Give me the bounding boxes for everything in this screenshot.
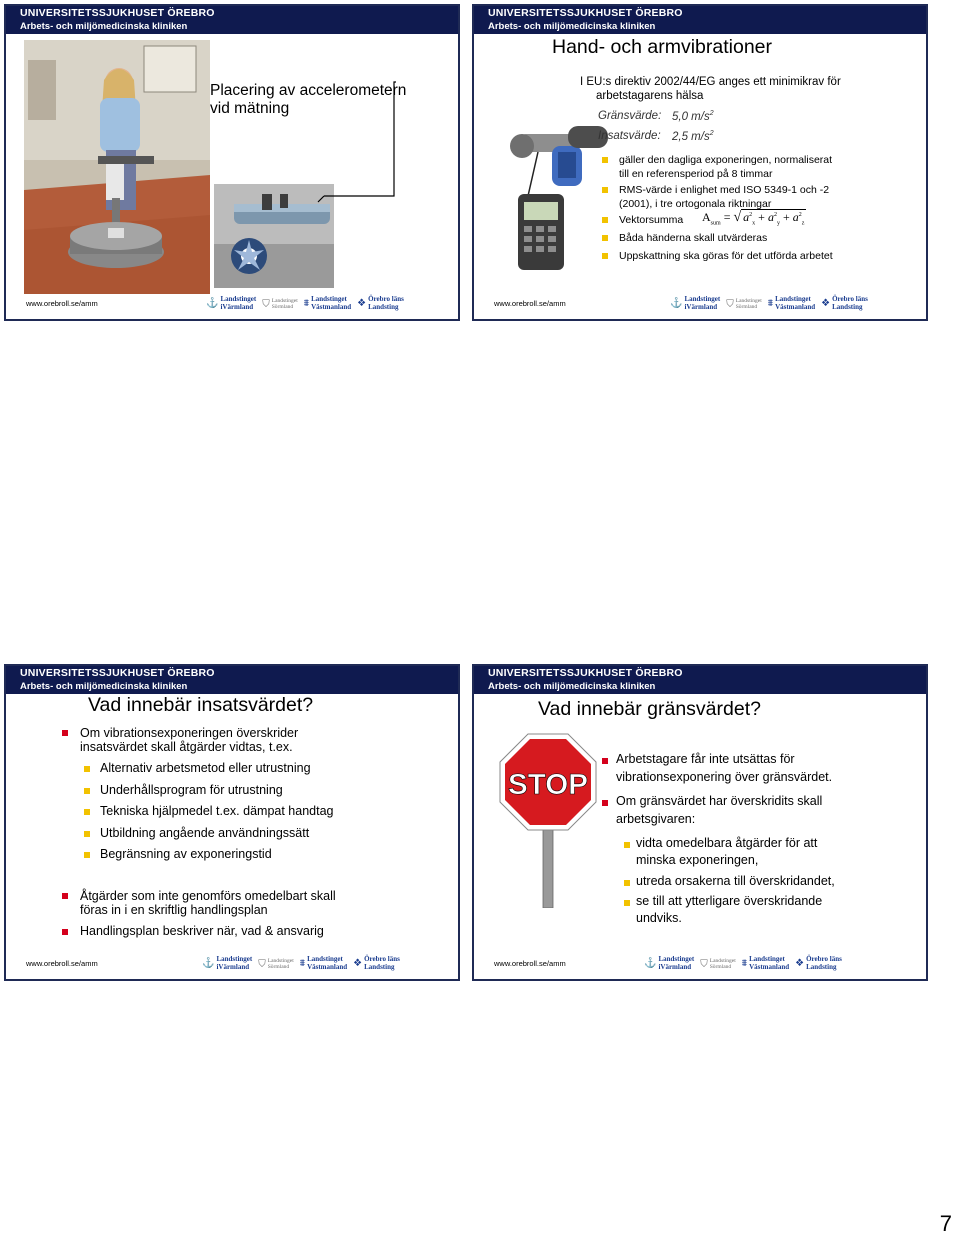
sqrt-icon: √ — [733, 210, 742, 225]
logo-orebro: ❖ Örebro läns Landsting — [795, 955, 842, 971]
slide-header — [6, 666, 458, 694]
action-value: 2,5 $m/s^2$ — [672, 130, 714, 143]
slide-header — [474, 666, 926, 694]
slide-accelerometer — [4, 4, 460, 321]
bullet-text: Vektorsumma — [619, 214, 684, 226]
limit-label: Gränsvärde: — [598, 110, 662, 122]
bullet-text: Uppskattning ska göras för det utförda arbetet — [619, 250, 833, 262]
bullet-text: till en referensperiod på 8 timmar — [619, 168, 773, 180]
bullet-square — [84, 852, 90, 858]
photo-floor-machine — [24, 40, 210, 294]
bullet-text: (2001), i tre ortogonala riktningar — [619, 198, 772, 210]
logo-vastmanland: ⩩ Landstinget Västmanland — [303, 295, 352, 311]
slide-hand-arm-vibration — [472, 4, 928, 321]
logo-orebro: ❖ Örebro läns Landsting — [821, 295, 868, 311]
lead-line-1: Om vibrationsexponeringen överskrider — [80, 726, 299, 740]
bullet-square — [62, 893, 68, 899]
header-clinic: Arbets- och miljömedicinska kliniken — [488, 21, 656, 32]
logo-varmland: ⚓ Landstinget iVärmland — [670, 295, 721, 311]
stop-sign-icon — [498, 732, 598, 908]
arches-icon: ⩩ — [303, 297, 310, 309]
bullet-square — [624, 842, 630, 848]
sub3-line-2: undviks. — [636, 911, 682, 925]
logo-sormland: ⛉ Landstinget Sörmland — [258, 958, 294, 971]
tail-1-line-2: föras in i en skriftlig handlingsplan — [80, 903, 268, 917]
b1-line-1: Arbetstagare får inte utsättas för — [616, 752, 795, 766]
crest-icon: ❖ — [353, 957, 363, 969]
caption-line-2: vid mätning — [210, 100, 290, 117]
footer-url: www.orebroll.se/amm — [26, 959, 98, 968]
footer-logos — [670, 296, 868, 311]
b2-line-2: arbetsgivaren: — [616, 812, 696, 826]
ladder-icon: ⚓ — [206, 297, 219, 309]
photo-grinder-meter — [504, 126, 614, 276]
bullet-square — [84, 788, 90, 794]
caption-line-1: Placering av accelerometern — [210, 82, 407, 99]
sub2: utreda orsakerna till överskridandet, — [636, 874, 835, 888]
slide-action-value — [4, 664, 460, 981]
logo-orebro: ❖ Örebro läns Landsting — [353, 955, 400, 971]
logo-sormland: ⛉ Landstinget Sörmland — [700, 958, 736, 971]
action-label: Insatsvärde: — [598, 130, 661, 142]
ladder-icon: ⚓ — [202, 957, 215, 969]
bullet-text: Båda händerna skall utvärderas — [619, 232, 768, 244]
page-number: 7 — [939, 1211, 952, 1236]
bullet-square — [602, 157, 608, 163]
sub-bullet-text: Utbildning angående användningssätt — [100, 826, 310, 840]
crest-icon: ❖ — [795, 957, 805, 969]
shield-icon: ⛉ — [726, 299, 734, 311]
intro-line-1: I EU:s direktiv 2002/44/EG anges ett minimikrav för — [580, 76, 841, 88]
stop-sign-text: STOP — [508, 769, 588, 801]
footer-url: www.orebroll.se/amm — [26, 299, 98, 308]
callout-bracket — [306, 76, 396, 206]
header-clinic: Arbets- och miljömedicinska kliniken — [488, 681, 656, 692]
bullet-square — [602, 235, 608, 241]
footer-url: www.orebroll.se/amm — [494, 299, 566, 308]
logo-vastmanland: ⩩ Landstinget Västmanland — [767, 295, 816, 311]
bullet-square — [62, 929, 68, 935]
vector-sum-formula: $A_{sum}$ = √ $a^2_x + a^2_y + a^2_z$ — [702, 210, 805, 227]
ladder-icon: ⚓ — [644, 957, 657, 969]
bullet-text: RMS-värde i enlighet med ISO 5349-1 och -2 — [619, 184, 830, 196]
slide-title: Hand- och armvibrationer — [552, 36, 773, 58]
bullet-square — [602, 800, 608, 806]
header-hospital: UNIVERSITETSSJUKHUSET ÖREBRO — [20, 7, 215, 19]
bullet-square — [602, 217, 608, 223]
footer-url: www.orebroll.se/amm — [494, 959, 566, 968]
arches-icon: ⩩ — [741, 957, 748, 969]
sub-bullet-text: Underhållsprogram för utrustning — [100, 783, 283, 797]
ladder-icon: ⚓ — [670, 297, 683, 309]
shield-icon: ⛉ — [700, 959, 708, 971]
slide-limit-value — [472, 664, 928, 981]
logo-sormland: ⛉ Landstinget Sörmland — [262, 298, 298, 311]
shield-icon: ⛉ — [262, 299, 270, 311]
header-clinic: Arbets- och miljömedicinska kliniken — [20, 21, 188, 32]
slide-title: Vad innebär insatsvärdet? — [88, 694, 314, 716]
shield-icon: ⛉ — [258, 959, 266, 971]
footer-logos — [644, 956, 842, 971]
bullet-square — [602, 253, 608, 259]
slide-header — [6, 6, 458, 34]
b1-line-2: vibrationsexponering över gränsvärdet. — [616, 770, 833, 784]
sub1-line-1: vidta omedelbara åtgärder för att — [636, 836, 818, 850]
header-clinic: Arbets- och miljömedicinska kliniken — [20, 681, 188, 692]
sub3-line-1: se till att ytterligare överskridande — [636, 894, 823, 908]
sub-bullet-text: Tekniska hjälpmedel t.ex. dämpat handtag — [100, 804, 334, 818]
sub-bullet-text: Alternativ arbetsmetod eller utrustning — [100, 761, 311, 775]
arches-icon: ⩩ — [767, 297, 774, 309]
crest-icon: ❖ — [821, 297, 831, 309]
header-hospital: UNIVERSITETSSJUKHUSET ÖREBRO — [488, 667, 683, 679]
logo-vastmanland: ⩩ Landstinget Västmanland — [741, 955, 790, 971]
bullet-square — [602, 758, 608, 764]
bullet-square — [624, 880, 630, 886]
slide-title: Vad innebär gränsvärdet? — [538, 698, 761, 720]
bullet-square — [84, 809, 90, 815]
sub1-line-2: minska exponeringen, — [636, 853, 759, 867]
bullet-square — [84, 766, 90, 772]
intro-line-2: arbetstagarens hälsa — [596, 90, 704, 102]
crest-icon: ❖ — [357, 297, 367, 309]
arches-icon: ⩩ — [299, 957, 306, 969]
limit-value: 5,0 $m/s^2$ — [672, 110, 714, 123]
logo-varmland: ⚓ Landstinget iVärmland — [644, 955, 695, 971]
tail-1-line-1: Åtgärder som inte genomförs omedelbart skall — [80, 889, 336, 903]
footer-logos — [202, 956, 400, 971]
slide-header — [474, 6, 926, 34]
logo-varmland: ⚓ Landstinget iVärmland — [202, 955, 253, 971]
sub-bullet-text: Begränsning av exponeringstid — [100, 847, 272, 861]
header-hospital: UNIVERSITETSSJUKHUSET ÖREBRO — [20, 667, 215, 679]
bullet-square — [62, 730, 68, 736]
logo-orebro: ❖ Örebro läns Landsting — [357, 295, 404, 311]
logo-varmland: ⚓ Landstinget iVärmland — [206, 295, 257, 311]
bullet-text: gäller den dagliga exponeringen, normaliserat — [619, 154, 833, 166]
footer-logos — [206, 296, 404, 311]
logo-vastmanland: ⩩ Landstinget Västmanland — [299, 955, 348, 971]
header-hospital: UNIVERSITETSSJUKHUSET ÖREBRO — [488, 7, 683, 19]
lead-line-2: insatsvärdet skall åtgärder vidtas, t.ex. — [80, 740, 293, 754]
tail-2: Handlingsplan beskriver när, vad & ansvarig — [80, 924, 324, 938]
b2-line-1: Om gränsvärdet har överskridits skall — [616, 794, 823, 808]
logo-sormland: ⛉ Landstinget Sörmland — [726, 298, 762, 311]
bullet-square — [602, 187, 608, 193]
bullet-square — [624, 900, 630, 906]
bullet-square — [84, 831, 90, 837]
